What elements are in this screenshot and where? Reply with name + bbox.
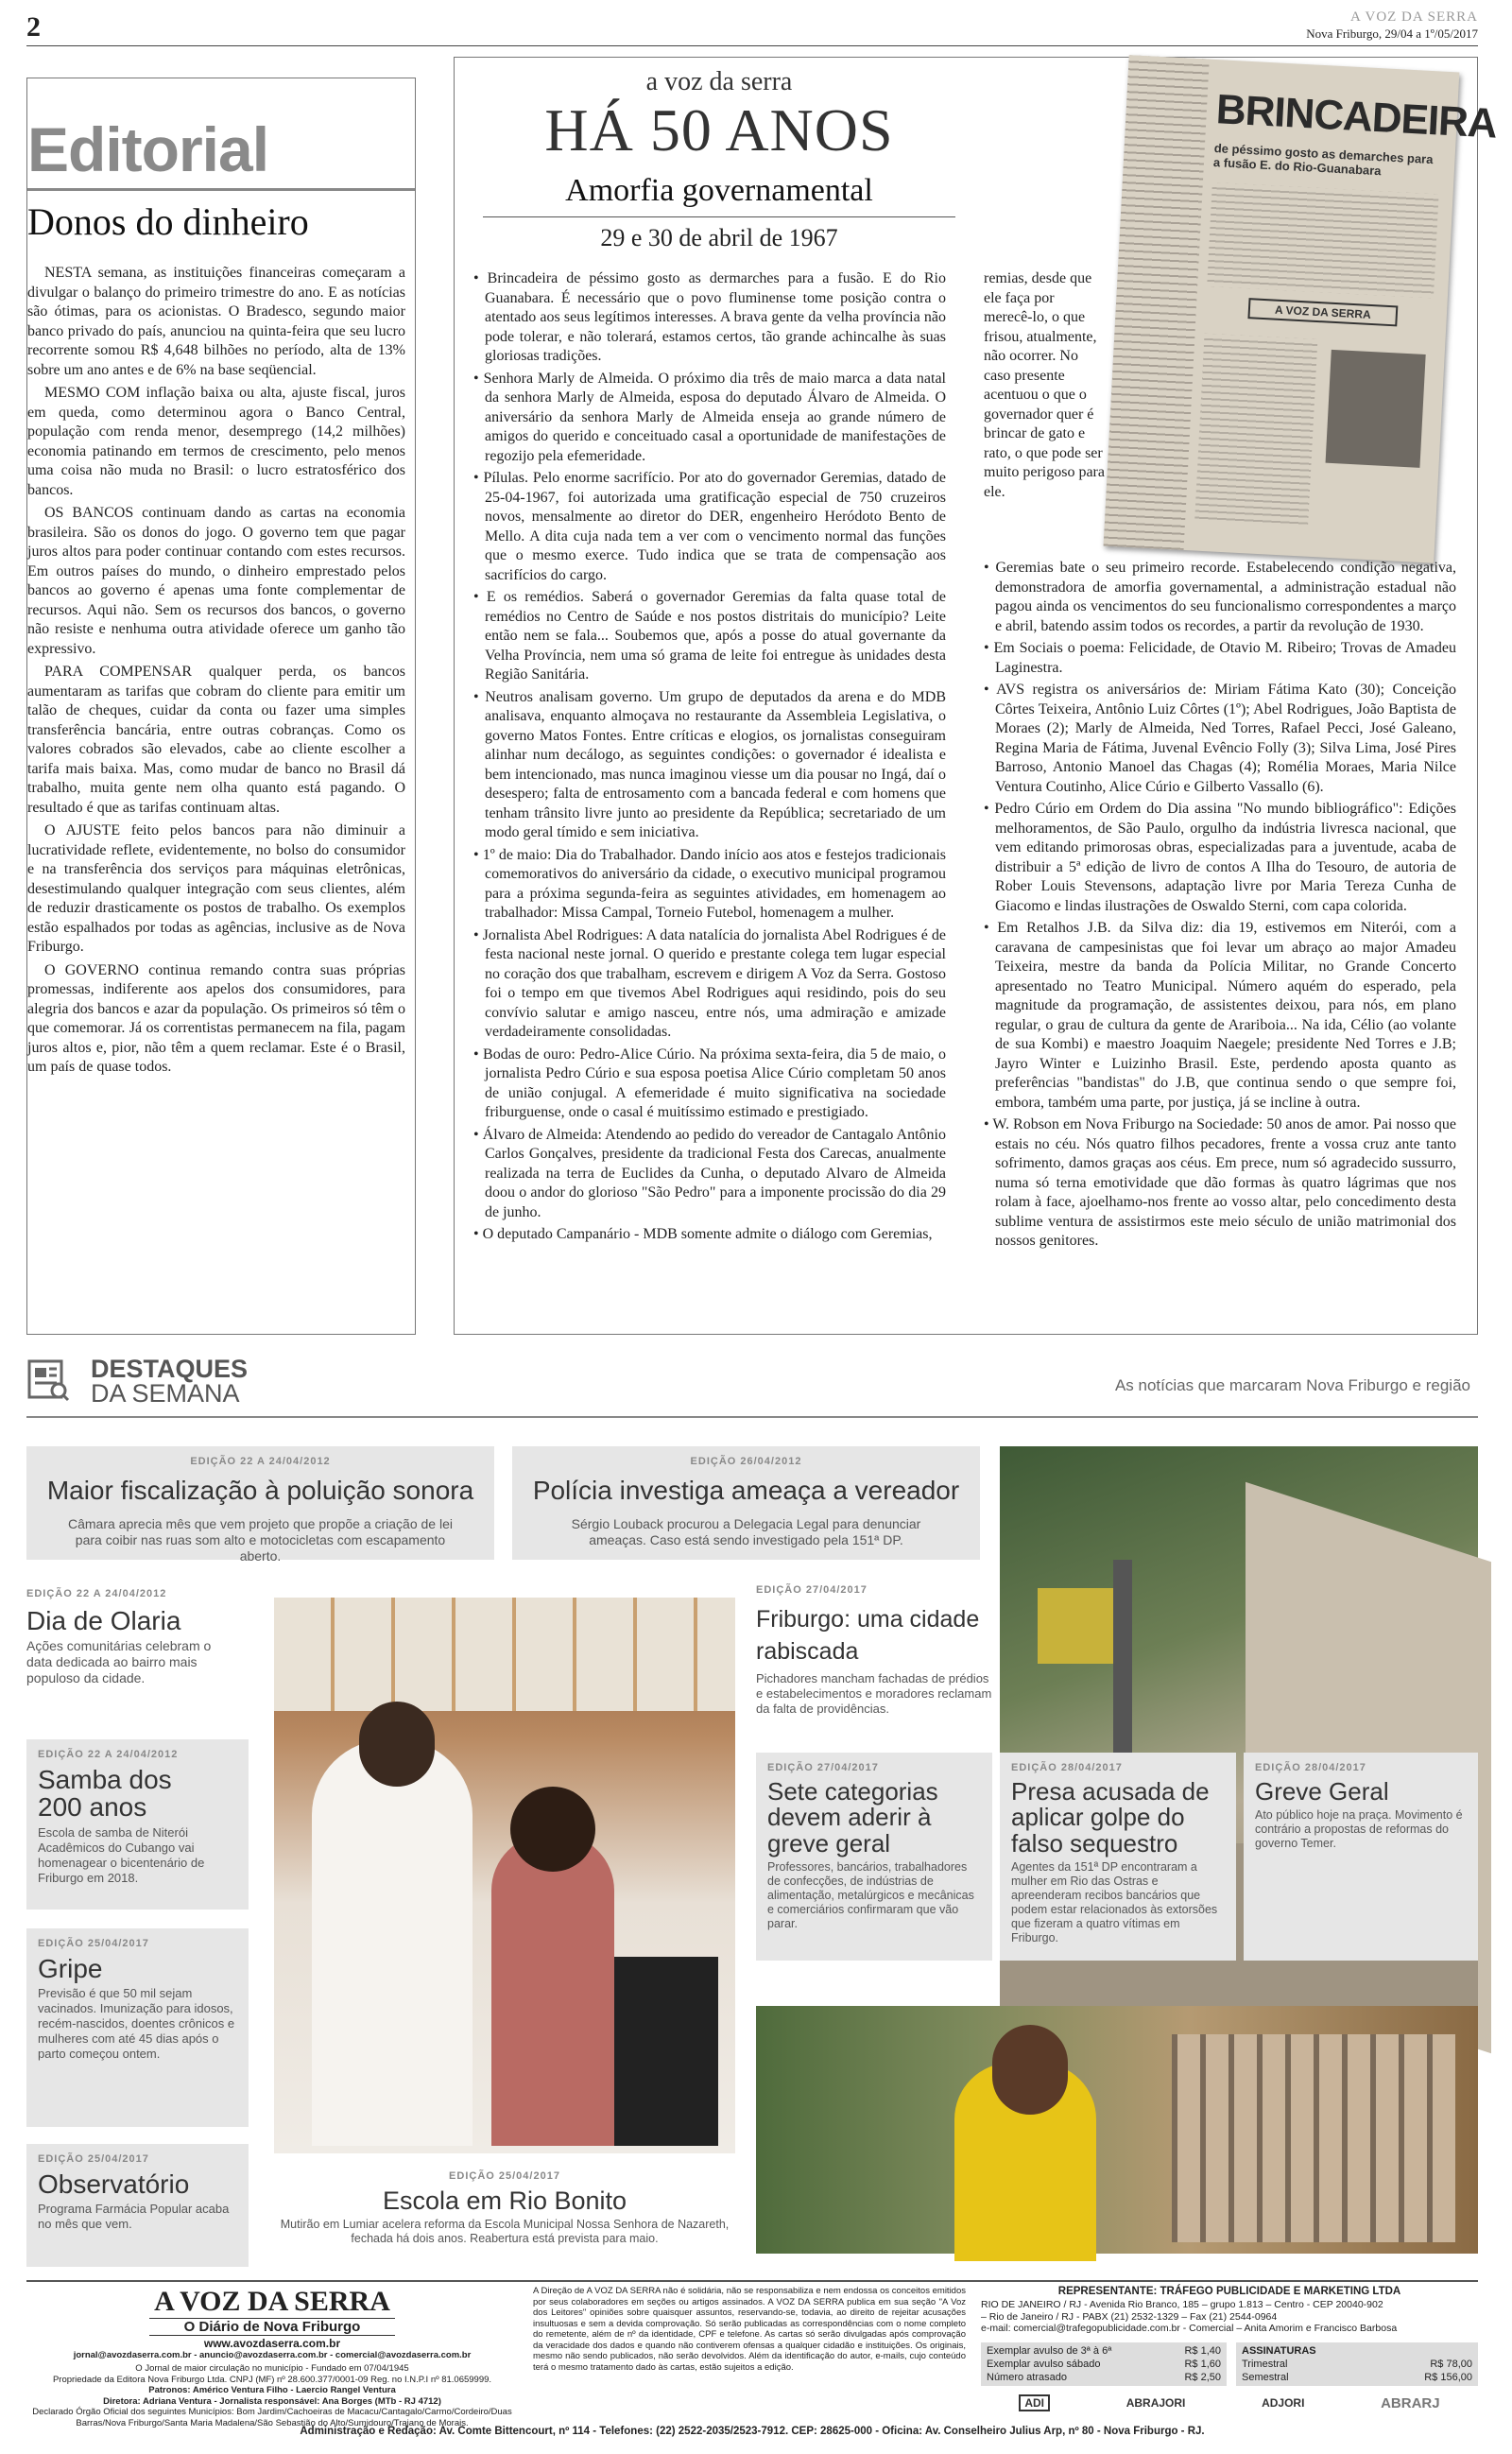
news-summary: Ato público hoje na praça. Movimento é contrário a propostas de reformas do governo Temer. <box>1255 1808 1463 1851</box>
ha50-item: • O deputado Campanário - MDB somente admite o diálogo com Geremias, <box>473 1226 933 1242</box>
subscription-title: ASSINATURAS <box>1242 2345 1316 2357</box>
news-box <box>512 1446 980 1560</box>
adjori-logo: ADJORI <box>1262 2396 1305 2410</box>
editorial-paragraph: O GOVERNO continua remando contra suas próprias promessas, indiferente aos apelos dos consumidores, para alegria dos bancos e azar da população. Os primeiros só têm o que comemorar. Já os correntistas permanecem na fila, pagam juros altos e, pior, não têm a quem reclamar. Este é o Brasil, um país de quase todos. <box>27 961 405 1075</box>
editorial-rule <box>27 188 415 191</box>
footer-info <box>26 2363 518 2428</box>
news-item <box>756 1584 992 1745</box>
ha50-col2-top: remias, desde que ele faça por merecê-lo, o que frisou, atualmente, não ocorrer. No caso presente acentuou o que o governador quer é brincar de gato e rato, o que pode ser muito perigoso para ele. <box>984 270 1105 500</box>
destaques-rule <box>26 1416 1478 1418</box>
news-summary: Sérgio Louback procurou a Delegacia Legal para denunciar ameaças. Caso está sendo investigado pela 151ª DP. <box>571 1516 921 1547</box>
price-label: Exemplar avulso de 3ª à 6ª <box>987 2345 1112 2357</box>
ha50-item: • Jornalista Abel Rodrigues: A data natalícia do jornalista Abel Rodrigues é de festa nacional neste jornal. O querido e prestante colega tem lugar especial no coração dos que trabalham, escrevem e dirigem A Voz da Serra. Gostoso foi o tempo em que tivemos Abel Rodrigues aqui residindo, pois do seu convívio salutar e amigo nasceu, entre nós, uma admiração e amizade verdadeiramente consolidadas. <box>473 926 946 1040</box>
editorial-body <box>27 264 405 1081</box>
footer-block <box>26 2286 1478 2437</box>
editorial-paragraph: MESMO COM inflação baixa ou alta, ajuste fiscal, juros em queda, como determinou agora o Banco Central, população com renda menor, desemprego (14,2 milhões) economia patinando em termos de crescimento, pelo menos uma coisa não muda no Brasil: o lucro estratosférico dos bancos. <box>27 385 405 498</box>
olaria-photo <box>274 1598 735 2153</box>
rep-info <box>981 2299 1478 2335</box>
news-box <box>756 1753 992 1961</box>
price-value: R$ 1,60 <box>1184 2359 1221 2370</box>
news-headline: Maior fiscalização à poluição sonora <box>46 1476 474 1505</box>
ha50-item: • Brincadeira de péssimo gosto as dermarches para a fusão. E do Rio Guanabara. É necessário que o povo fluminense tome posição contra o atentado aos seus legítimos interesses. A brava gente da velha província não pode tolerar, e não tolerará, estamos certos, tão grande achincalhe às suas gloriosas tradições. <box>473 270 946 364</box>
editorial-paragraph: NESTA semana, as instituições financeiras começaram a divulgar o balanço do primeiro trimestre do ano. E as notícias são ótimas, para os acionistas. O Bradesco, segundo maior banco privado do país, anunciou na quinta-feira que seu lucro recorrente somou R$ 4,648 bilhões no período, alta de 13% sobre um ano antes e de 6% na base seqüencial. <box>27 265 405 378</box>
edition-tag: EDIÇÃO 22 A 24/04/2012 <box>26 1588 167 1599</box>
news-summary: Escola de samba de Niterói Acadêmicos do Cubango vai homenagear o bicentenário de Friburgo em 2018. <box>38 1824 205 1885</box>
ha50-item: • Neutros analisam governo. Um grupo de deputados da arena e do MDB analisava, enquanto almoçava no restaurante da Assembleia Legislativa, o governo Matos Fontes. Entre críticas e elogios, os jornalistas conseguiram alinhar num decálogo, as seguintes condições: o governador é idealista e bem intencionado, mas nunca imaginou viesse um dia pousar no Ingá, daí o desespero; falta de entrosamento com a bancada federal e com homens que tenham trânsito livre junto ao presidente da República; secretariado de um modo geral tímido e sem iniciativa. <box>473 688 947 840</box>
footer-address: Administração e Redação: Av. Comte Bittencourt, nº 114 - Telefones: (22) 2522-2035/2523-7912. CEP: 28625-000 - Oficina: Av. Conselheiro Julius Arp, nº 80 - Nova Friburgo - RJ. <box>300 2426 1205 2437</box>
ha50-item: • AVS registra os aniversários de: Miriam Fátima Kato (30); Conceição Côrtes Teixeira, Antônio Luiz Côrtes (1º); Abel Rodrigues, João Baptista de Moraes (2); Marly de Almeida, Ned Torres, Rafael Pecci, José Galeano, Regina Maria de Fátima, Juvenal Evêncio Folly (3); Silva Lima, José Pires Barroso, Antonio Manoel das Chagas (4); Romélia Moraes, Maria Nilce Ventura Coutinho, Alice Cúrio e Gilberto Vassallo (6). <box>984 682 1457 795</box>
edition-tag: EDIÇÃO 28/04/2017 <box>1255 1762 1366 1773</box>
edition-tag: EDIÇÃO 25/04/2017 <box>38 2153 149 2165</box>
rep-line: RIO DE JANEIRO / RJ - Avenida Rio Branco, 185 – grupo 1.813 – Centro - CEP 20040-902 <box>981 2299 1383 2310</box>
ha50-item: • Álvaro de Almeida: Atendendo ao pedido do vereador de Cantagalo Antônio Carlos Gonçalves, presidente da tradicional Festa dos Carecas, anualmente realizada na terra de Euclides da Cunha, o deputado Alvaro de Almeida doou o andor do glorioso "São Pedro" para a imponente procissão do dia 29 de junho. <box>473 1126 946 1220</box>
ha50-col1 <box>473 269 946 1248</box>
subscription-value: R$ 78,00 <box>1430 2359 1472 2370</box>
news-summary: Previsão é que 50 mil sejam vacinados. Imunização para idosos, recém-nascidos, doentes crônicos e mulheres com até 45 dias após o parto começou ontem. <box>38 1986 235 2062</box>
ha50-item: • Em Sociais o poema: Felicidade, de Otavio M. Ribeiro; Trovas de Amadeu Laginestra. <box>984 640 1456 676</box>
subscription-table <box>1236 2342 1478 2386</box>
ha50-kicker: a voz da serra <box>645 67 793 96</box>
subscription-label: Trimestral <box>1242 2359 1288 2370</box>
subscription-value: R$ 156,00 <box>1424 2372 1472 2383</box>
footer-disclaimer: A Direção de A VOZ DA SERRA não é solidária, não se responsabiliza e nem endossa os conceitos emitidos por seus colaboradores em seções ou artigos assinados. A VOZ DA SERRA publica em sua seção "A Voz dos Leitores" opiniões sobre quaisquer assuntos, reservando-se, todavia, ao direito de rejeitar acusações insultuosas e sem a devida comprovação. Só serão publicadas as correspondências com o nome completo do remetente, além de nº da identidade, CPF e telefone. As cartas só serão divulgadas após comprovação da veracidade dos dados e quando não contiverem ofensas a qualquer cidadão e instituições. Os originais, mesmo não sendo publicados, não serão devolvidos. Além da identificação do autor, e-mails, cujo conteúdo terá o mesmo tratamento dado às cartas, estão sujeitos a edição. <box>533 2286 966 2373</box>
news-box <box>1244 1753 1478 1961</box>
subscription-label: Semestral <box>1242 2372 1289 2383</box>
footer-info-line: Propriedade da Editora Nova Friburgo Ltda. CNPJ (MF) nº 28.600.377/0001-09 Reg. no I.N.P.I nº 81.0659999. <box>52 2374 492 2385</box>
association-logos <box>981 2390 1478 2416</box>
destaques-subtitle: DA SEMANA <box>91 1379 240 1408</box>
rep-line: – Rio de Janeiro / RJ - PABX (21) 2532-1329 – Fax (21) 2544-0964 <box>981 2310 1278 2323</box>
footer-paper-name: A VOZ DA SERRA <box>154 2286 390 2317</box>
news-summary: Agentes da 151ª DP encontraram a mulher em Rio das Ostras e apreenderam recibos bancários que podem estar relacionados às extorsões que fizeram a quatro vítimas em Friburgo. <box>1011 1859 1218 1944</box>
ha50-item: • 1º de maio: Dia do Trabalhador. Dando início aos atos e festejos tradicionais comemorativos do aniversário da cidade, o executivo municipal programou para a próxima segunda-feira as seguintes atividades, em homenagem ao trabalhador: Missa Campal, Torneio Futebol, homenagem a mulher. <box>473 846 947 921</box>
edition-tag: EDIÇÃO 25/04/2017 <box>38 1938 149 1949</box>
page-number: 2 <box>26 11 41 43</box>
footer-tagline: O Diário de Nova Friburgo <box>149 2318 395 2336</box>
footer-rule <box>26 2280 1478 2282</box>
footer-info-line: Declarado Órgão Oficial dos seguintes Municípios: Bom Jardim/Cachoeiras de Macacu/Cantagalo/Carmo/Cordeiro/Duas Barras/Nova Friburgo/Santa Maria Madalena/São Sebastião do Alto/Sumidouro/Trajano de Morais. <box>32 2407 512 2428</box>
header-masthead: A VOZ DA SERRA <box>1350 9 1478 25</box>
edition-tag: EDIÇÃO 27/04/2017 <box>767 1762 879 1773</box>
school-photo <box>756 2006 1478 2254</box>
news-headline: Escola em Rio Bonito <box>382 2186 627 2215</box>
rep-title: REPRESENTANTE: TRÁFEGO PUBLICIDADE E MARKETING LTDA <box>1057 2286 1401 2297</box>
header-rule <box>26 45 1478 46</box>
edition-tag: EDIÇÃO 22 A 24/04/2012 <box>38 1749 179 1760</box>
news-summary: Programa Farmácia Popular acaba no mês que vem. <box>38 2202 230 2232</box>
footer-site: www.avozdaserra.com.br <box>203 2337 341 2350</box>
rep-line: e-mail: comercial@trafegopublicidade.com.br - Comercial – Anita Amorim e Francisco Barbosa <box>981 2323 1398 2334</box>
ha50-item: • E os remédios. Saberá o governador Geremias da falta quase total de remédios no Centro de Saúde e nos postos distritais do município? Leite então nem se fala... Soubemos que, após a posse do atual governante da Velha Província, nem uma só grama de leite foi entregue às unidades desta Região Sanitária. <box>473 589 946 683</box>
edition-tag: EDIÇÃO 27/04/2017 <box>756 1584 868 1596</box>
ha50-item: • Senhora Marly de Almeida. O próximo dia três de maio marca a data natal da senhora Marly de Almeida, esposa do deputado Álvaro de Almeida. O aniversário da senhora Marly de Almeida enseja ao grande número de amigos do querido e conceituado casal a oportunidade de manifestações de regozijo pela efemeridade. <box>473 370 946 464</box>
price-table <box>981 2342 1227 2386</box>
news-item <box>26 1588 263 1720</box>
ha50-item: • Geremias bate o seu primeiro recorde. Estabelecendo condição negativa, demonstradora de amorfia governamental, a administração estadual não pagou ainda os vencimentos do seu funcionalismo correspondentes a março e abril, batendo assim todos os recordes, a partir da revolução de 1930. <box>984 560 1456 634</box>
news-box <box>26 1739 249 1910</box>
edition-tag: EDIÇÃO 28/04/2017 <box>1011 1762 1123 1773</box>
edition-tag: EDIÇÃO 26/04/2012 <box>690 1456 802 1467</box>
clipping-sub: de péssimo gosto as demarches para a fusão E. do Rio-Guanabara <box>1212 141 1434 179</box>
news-headline: Sete categorias devem aderir à greve geral <box>767 1777 938 1858</box>
editorial-section: Editorial <box>27 114 269 184</box>
ha50-item: • Pílulas. Pelo enorme sacrifício. Por ato do governador Geremias, datado de 25-04-1967, foi autorizada uma gratificação especial de 750 cruzeiros novos, mensalmente ao diretor do DER, engenheiro Heródoto Bento de Mello. A dita cuja nada tem a ver com o vencimento normal das funções que o mesmo exerce. Tudo indica que se trata de compensação aos sacrifícios do cargo. <box>473 470 946 583</box>
adi-logo: ADI <box>1019 2394 1050 2411</box>
ha50-subtitle: Amorfia governamental <box>565 173 873 208</box>
destaques-title: DESTAQUES <box>91 1355 249 1383</box>
news-item <box>274 2170 735 2269</box>
ha50-clipping-image <box>1104 55 1498 563</box>
news-headline: Friburgo: uma cidade rabiscada <box>756 1606 980 1665</box>
news-box <box>26 1928 249 2127</box>
footer-info-line: Diretora: Adriana Ventura - Jornalista responsável: Ana Borges (MTb - RJ 4712) <box>103 2395 441 2407</box>
edition-tag: EDIÇÃO 22 A 24/04/2012 <box>190 1456 331 1467</box>
clipping-headline: BRINCADEIRA <box>1214 86 1498 147</box>
editorial-paragraph: O AJUSTE feito pelos bancos para não diminuir a lucratividade reflete, evidentemente, no bolso do consumidor e na transferência dos serviços para máquinas eletrônicas, desestimulando qualquer integração com seus clientes, além de reduzir drasticamente os postos de trabalho. Os exemplos estão espalhados por todas as agências, inclusive as de Nova Friburgo. <box>27 822 405 955</box>
editorial-paragraph: OS BANCOS continuam dando as cartas na economia brasileira. São os donos do jogo. O governo tem que pagar juros altos para poder continuar contando com estes recursos. Em outros países do mundo, o dinheiro emprestado pelos bancos ao governo é apenas uma fonte complementar de recursos. Aqui não. Sem os recursos dos bancos, o governo não resiste e nenhuma outra atividade oferece um ganho tão expressivo. <box>27 505 405 657</box>
ha50-item: • Em Retalhos J.B. da Silva diz: dia 19, estivemos em Niterói, com a caravana de campesinistas que foi levar um abraço ao major Amadeu Teixeira, mestre da banda da Polícia Militar, no Grande Concerto apresentado no Teatro Municipal. Número aquém do esperado, pela magnitude da programação, de assistentes deixou, para nós, em plano regular, o grau de cultura da gente de Arariboia... Na ida, Célio (ao volante de sua Kombi) e maestro Joaquim Naegele; presidente Ned Torres e J.B; Jayro Winter e Luizinho Brasil. Este, perdendo aposta quanto as preferências "bandistas" do J.B, que continua sendo o que sempre foi, embora, também uma parte, por justiça, já se incline à outra. <box>984 920 1456 1111</box>
ha50-item: • Pedro Cúrio em Ordem do Dia assina "No mundo bibliográfico": Edições melhoramentos, de São Paulo, orgulho da indústria livresca nacional, que vem editando primorosas obras, especializadas para a juventude, acaba de distribuir a 5ª edição de livro de contos A Ilha do Tesouro, de autoria de Rober Louis Stevensons, adaptação livre por Maria Tereza Cunha de Giacomo e lindas ilustrações de Oswaldo Sterni, com capa colorida. <box>984 801 1456 914</box>
ha50-rule <box>483 216 955 217</box>
ha50-item: • W. Robson em Nova Friburgo na Sociedade: 50 anos de amor. Pai nosso que estais no céu. Nós quatro filhos pecadores, frente a vossa cruz ante tanto sofrimento, damos graças aos céus. Em prece, num só agradecido sussurro, numa só terna emotividade que dão formas às quatro lágrimas que nos rolam à face, ajoelhamo-nos frente ao vosso altar, pelo concedimento desta sublime ventura de assistirmos este meio século de união matrimonial dos nossos genitores. <box>984 1116 1457 1249</box>
news-summary: Ações comunitárias celebram o data dedicada ao bairro mais populoso da cidade. <box>26 1638 212 1686</box>
news-summary: Câmara aprecia mês que vem projeto que propõe a criação de lei para coibir nas ruas som alto e motocicletas com escapamento aberto. <box>67 1516 453 1564</box>
news-headline: Gripe <box>38 1954 103 1983</box>
news-summary: Professores, bancários, trabalhadores de confecções, de indústrias de alimentação, metalúrgicos e mecânicas e comerciários confirmaram que vão parar. <box>767 1859 974 1930</box>
abrarj-logo: ABRARJ <box>1381 2394 1440 2411</box>
editorial-paragraph: PARA COMPENSAR qualquer perda, os bancos aumentaram as tarifas que cobram do cliente para emitir um talão de cheques, cuidar da conta ou fazer uma simples transferência bancária, entre outras cobranças. Como os valores cobrados são elevados, cabe ao cliente escolher a tarifa mais baixa. Mas, como mudar de banco no Brasil dá trabalho, muita gente nem olha quanto está pagando. O resultado é que as tarifas continuam altas. <box>27 664 405 816</box>
news-headline: Presa acusada de aplicar golpe do falso sequestro <box>1011 1777 1210 1858</box>
news-headline: Dia de Olaria <box>26 1606 181 1635</box>
footer-info-line: Patronos: Américo Ventura Filho - Laercio Rangel Ventura <box>148 2385 396 2395</box>
price-value: R$ 1,40 <box>1184 2345 1221 2357</box>
destaques-tagline: As notícias que marcaram Nova Friburgo e região <box>1114 1376 1470 1394</box>
news-headline: Observatório <box>38 2169 190 2199</box>
footer-emails: jornal@avozdaserra.com.br - anuncio@avozdaserra.com.br - comercial@avozdaserra.com.br <box>73 2350 472 2360</box>
news-headline: Samba dos 200 anos <box>38 1765 172 1823</box>
editorial-title: Donos do dinheiro <box>27 200 309 243</box>
news-box <box>26 2144 249 2267</box>
news-box <box>1000 1753 1236 1961</box>
abrajori-logo: ABRAJORI <box>1125 2396 1186 2410</box>
editorial-column <box>26 78 416 1335</box>
ha50-title: HÁ 50 ANOS <box>544 96 894 164</box>
ha50-dates: 29 e 30 de abril de 1967 <box>600 224 838 251</box>
clipping-box: A VOZ DA SERRA <box>1247 298 1398 326</box>
news-summary: Pichadores mancham fachadas de prédios e estabelecimentos e moradores reclamam da falta de providências. <box>756 1671 992 1716</box>
price-label: Número atrasado <box>987 2372 1067 2383</box>
news-box <box>26 1446 494 1564</box>
ha50-panel <box>454 57 1498 1335</box>
news-headline: Greve Geral <box>1255 1777 1389 1806</box>
header-date: Nova Friburgo, 29/04 a 1º/05/2017 <box>1306 26 1478 41</box>
edition-tag: EDIÇÃO 25/04/2017 <box>449 2170 560 2182</box>
news-summary: Mutirão em Lumiar acelera reforma da Escola Municipal Nossa Senhora de Nazareth, fechada há dois anos. Reabertura está prevista para maio. <box>280 2218 730 2246</box>
price-value: R$ 2,50 <box>1184 2372 1221 2383</box>
price-label: Exemplar avulso sábado <box>987 2359 1101 2370</box>
ha50-col2 <box>984 559 1456 1254</box>
newspaper-icon <box>26 1357 70 1401</box>
footer-info-line: O Jornal de maior circulação no município - Fundado em 07/04/1945 <box>135 2363 409 2374</box>
news-headline: Polícia investiga ameaça a vereador <box>532 1476 960 1505</box>
ha50-item: • Bodas de ouro: Pedro-Alice Cúrio. Na próxima sexta-feira, dia 5 de maio, o jornalista Pedro Cúrio e sua esposa poetisa Alice Cúrio completam 50 anos de união conjugal. A efemeridade é muito significativa na sociedade friburguense, onde o casal é muitíssimo estimado e prestigiado. <box>473 1046 947 1120</box>
